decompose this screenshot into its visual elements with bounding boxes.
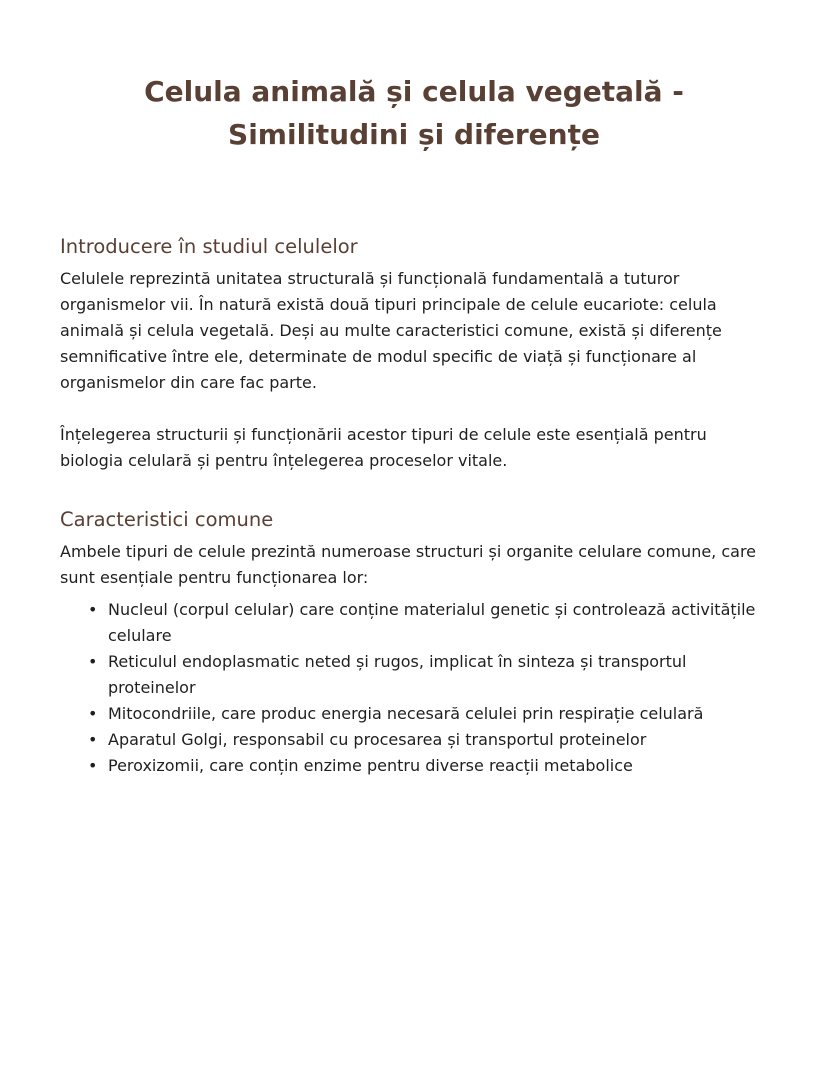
list-item-text: Mitocondriile, care produc energia necesară celulei prin respirație celulară xyxy=(108,704,704,723)
bullet-icon: • xyxy=(88,600,98,619)
list-item xyxy=(88,701,768,727)
bullet-icon: • xyxy=(88,756,98,775)
page-title-line-1: Celula animală și celula vegetală - xyxy=(144,75,684,108)
list-item-text: Nucleul (corpul celular) care conține materialul genetic și controlează activitățile celulare xyxy=(108,600,756,645)
common-features-list xyxy=(60,597,768,779)
intro-paragraph-1: Celulele reprezintă unitatea structurală și funcțională fundamentală a tuturor organismelor vii. În natură există două tipuri principale de celule eucariote: celula animală și celula vegetală. Deși au multe caracteristici comune, există și diferențe semnificative între ele, determinate de modul specific de viață și funcționare al organismelor din care fac parte. xyxy=(60,269,722,392)
list-item-text: Reticulul endoplasmatic neted și rugos, implicat în sinteza și transportul proteinelor xyxy=(108,652,687,697)
list-item-text: Peroxizomii, care conțin enzime pentru diverse reacții metabolice xyxy=(108,756,633,775)
section-introduction xyxy=(60,233,768,474)
list-item xyxy=(88,597,768,649)
list-item xyxy=(88,727,768,753)
common-features-paragraph: Ambele tipuri de celule prezintă numeroase structuri și organite celulare comune, care sunt esențiale pentru funcționarea lor: xyxy=(60,542,757,587)
bullet-icon: • xyxy=(88,652,98,671)
page-title-line-2: Similitudini și diferențe xyxy=(228,118,600,151)
list-item xyxy=(88,753,768,779)
list-item xyxy=(88,649,768,701)
bullet-icon: • xyxy=(88,704,98,723)
section-common-features xyxy=(60,506,768,779)
intro-paragraph-2: Înțelegerea structurii și funcționării acestor tipuri de celule este esențială pentru biologia celulară și pentru înțelegerea proceselor vitale. xyxy=(60,425,707,470)
section-heading-common-features: Caracteristici comune xyxy=(60,508,274,531)
list-item-text: Aparatul Golgi, responsabil cu procesarea și transportul proteinelor xyxy=(108,730,647,749)
bullet-icon: • xyxy=(88,730,98,749)
section-heading-introduction: Introducere în studiul celulelor xyxy=(60,235,358,258)
page-title xyxy=(60,70,768,156)
